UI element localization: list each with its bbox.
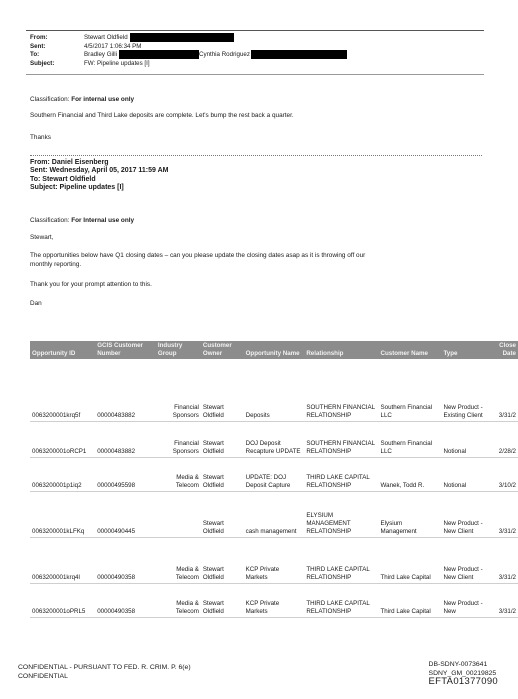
col-header: GCIS Customer Number [95, 341, 156, 359]
cell: SOUTHERN FINANCIAL RELATIONSHIP [304, 359, 378, 421]
cell: Third Lake Capital [379, 537, 442, 583]
cell: Southern Financial LLC [379, 421, 442, 457]
subject-value: FW: Pipeline updates [I] [84, 59, 150, 67]
classification-line-2: Classification: For Internal use only [30, 217, 135, 224]
cell: 3/31/2 [486, 491, 518, 537]
original-subject: Subject: Pipeline updates [I] [30, 184, 124, 192]
opportunities-table [30, 341, 518, 618]
cell: 00000495598 [95, 457, 156, 491]
bates-line-1: DB-SDNY-0073641 [428, 661, 488, 668]
cell: 3/31/2 [486, 583, 518, 617]
cell: 0063200001oRCP1 [30, 421, 95, 457]
redaction-box [130, 33, 234, 42]
cell: Media & Telecom [156, 583, 201, 617]
classification-line: Classification: For internal use only [30, 96, 135, 103]
confidential-footer [18, 664, 191, 681]
col-header: Type [441, 341, 486, 359]
cell: 3/31/2 [486, 359, 518, 421]
col-header: Opportunity Name [244, 341, 305, 359]
cell: THIRD LAKE CAPITAL RELATIONSHIP [304, 583, 378, 617]
header-rule [26, 74, 484, 75]
cell: 0063200001kLFKq [30, 491, 95, 537]
cell: cash management [244, 491, 305, 537]
thanks-line: Thank you for your prompt attention to this. [30, 281, 152, 288]
cell: 00000490358 [95, 583, 156, 617]
cell: UPDATE: DOJ Deposit Capture [244, 457, 305, 491]
bates-line-2: SDNY_GM_00219825 [428, 669, 497, 677]
email-header [30, 33, 347, 67]
cell: 0063200001krq4l [30, 537, 95, 583]
subject-label: Subject: [30, 59, 55, 67]
col-header: Industry Group [156, 341, 201, 359]
col-header: Customer Name [379, 341, 442, 359]
cell: Media & Telecom [156, 537, 201, 583]
col-header: Relationship [304, 341, 378, 359]
cell: Wanek, Todd R. [379, 457, 442, 491]
cell: New Product - New [441, 583, 486, 617]
forwarded-header [30, 159, 169, 193]
table-row [30, 359, 518, 421]
cell: 2/28/2 [486, 421, 518, 457]
cell: Stewart Oldfield [201, 491, 244, 537]
cell: 0063200001p1iq2 [30, 457, 95, 491]
cell: 00000490358 [95, 537, 156, 583]
col-header: Opportunity ID [30, 341, 95, 359]
separator [30, 155, 482, 156]
cell: 00000483882 [95, 359, 156, 421]
cell: Stewart Oldfield [201, 583, 244, 617]
cell: Third Lake Capital [379, 583, 442, 617]
cell: New Product - New Client [441, 491, 486, 537]
table-row [30, 583, 518, 617]
cell: 00000483882 [95, 421, 156, 457]
table-row [30, 457, 518, 491]
cell: KCP Private Markets [244, 537, 305, 583]
cell: 3/10/2 [486, 457, 518, 491]
table-header-row [30, 341, 518, 359]
cell: 0063200001krq5f [30, 359, 95, 421]
cell: Stewart Oldfield [201, 359, 244, 421]
cell: 3/31/2 [486, 537, 518, 583]
from-value: Stewart Oldfield [84, 34, 128, 41]
cell: Deposits [244, 359, 305, 421]
col-header: Customer Owner [201, 341, 244, 359]
reply-body: Southern Financial and Third Lake deposits are complete. Let's bump the rest back a quarter. [30, 112, 294, 119]
cell: Elysium Management [379, 491, 442, 537]
body-line-1: The opportunities below have Q1 closing dates – can you please update the closing dates asap as it is throwing off our [30, 252, 366, 259]
sent-label: Sent: [30, 42, 46, 50]
original-to: To: Stewart Oldfield [30, 175, 96, 183]
cell: Stewart Oldfield [201, 537, 244, 583]
cell: THIRD LAKE CAPITAL RELATIONSHIP [304, 537, 378, 583]
confidential-line-1: CONFIDENTIAL - PURSUANT TO FED. R. CRIM. P. 6(e) [18, 664, 191, 671]
reply-signoff: Thanks [30, 134, 51, 141]
bates-line-3: EFTA01377090 [428, 676, 498, 687]
sent-value: 4/5/2017 1:06:34 PM [84, 42, 142, 50]
bates-footer [429, 661, 498, 687]
signature: Dan [30, 300, 42, 307]
to-label: To: [30, 51, 40, 59]
cell: Media & Telecom [156, 457, 201, 491]
cell: DOJ Deposit Recapture UPDATE [244, 421, 305, 457]
cell: Financial Sponsors [156, 359, 201, 421]
cell: New Product - Existing Client [441, 359, 486, 421]
cell: Financial Sponsors [156, 421, 201, 457]
cell: 00000490445 [95, 491, 156, 537]
to-value-2: Cynthia Rodriguez [199, 51, 250, 59]
from-label: From: [30, 34, 48, 41]
redaction-box [251, 50, 347, 59]
original-from: From: Daniel Eisenberg [30, 159, 109, 166]
cell: 0063200001oPRL5 [30, 583, 95, 617]
body-line-2: monthly reporting. [30, 261, 82, 268]
cell: Stewart Oldfield [201, 457, 244, 491]
to-value-1: Bradley Gilli [84, 51, 118, 59]
cell [156, 491, 201, 537]
cell: SOUTHERN FINANCIAL RELATIONSHIP [304, 421, 378, 457]
table-row [30, 537, 518, 583]
greeting: Stewart, [30, 234, 54, 241]
cell: Notional [441, 421, 486, 457]
table-row [30, 491, 518, 537]
confidential-line-2: CONFIDENTIAL [18, 672, 68, 680]
cell: Stewart Oldfield [201, 421, 244, 457]
cell: ELYSIUM MANAGEMENT RELATIONSHIP [304, 491, 378, 537]
cell: KCP Private Markets [244, 583, 305, 617]
cell: Southern Financial LLC [379, 359, 442, 421]
col-header: Close Date [486, 341, 518, 359]
top-rule [26, 30, 484, 31]
cell: New Product - New Client [441, 537, 486, 583]
original-sent: Sent: Wednesday, April 05, 2017 11:59 AM [30, 167, 169, 175]
cell: Notional [441, 457, 486, 491]
cell: THIRD LAKE CAPITAL RELATIONSHIP [304, 457, 378, 491]
table-row [30, 421, 518, 457]
